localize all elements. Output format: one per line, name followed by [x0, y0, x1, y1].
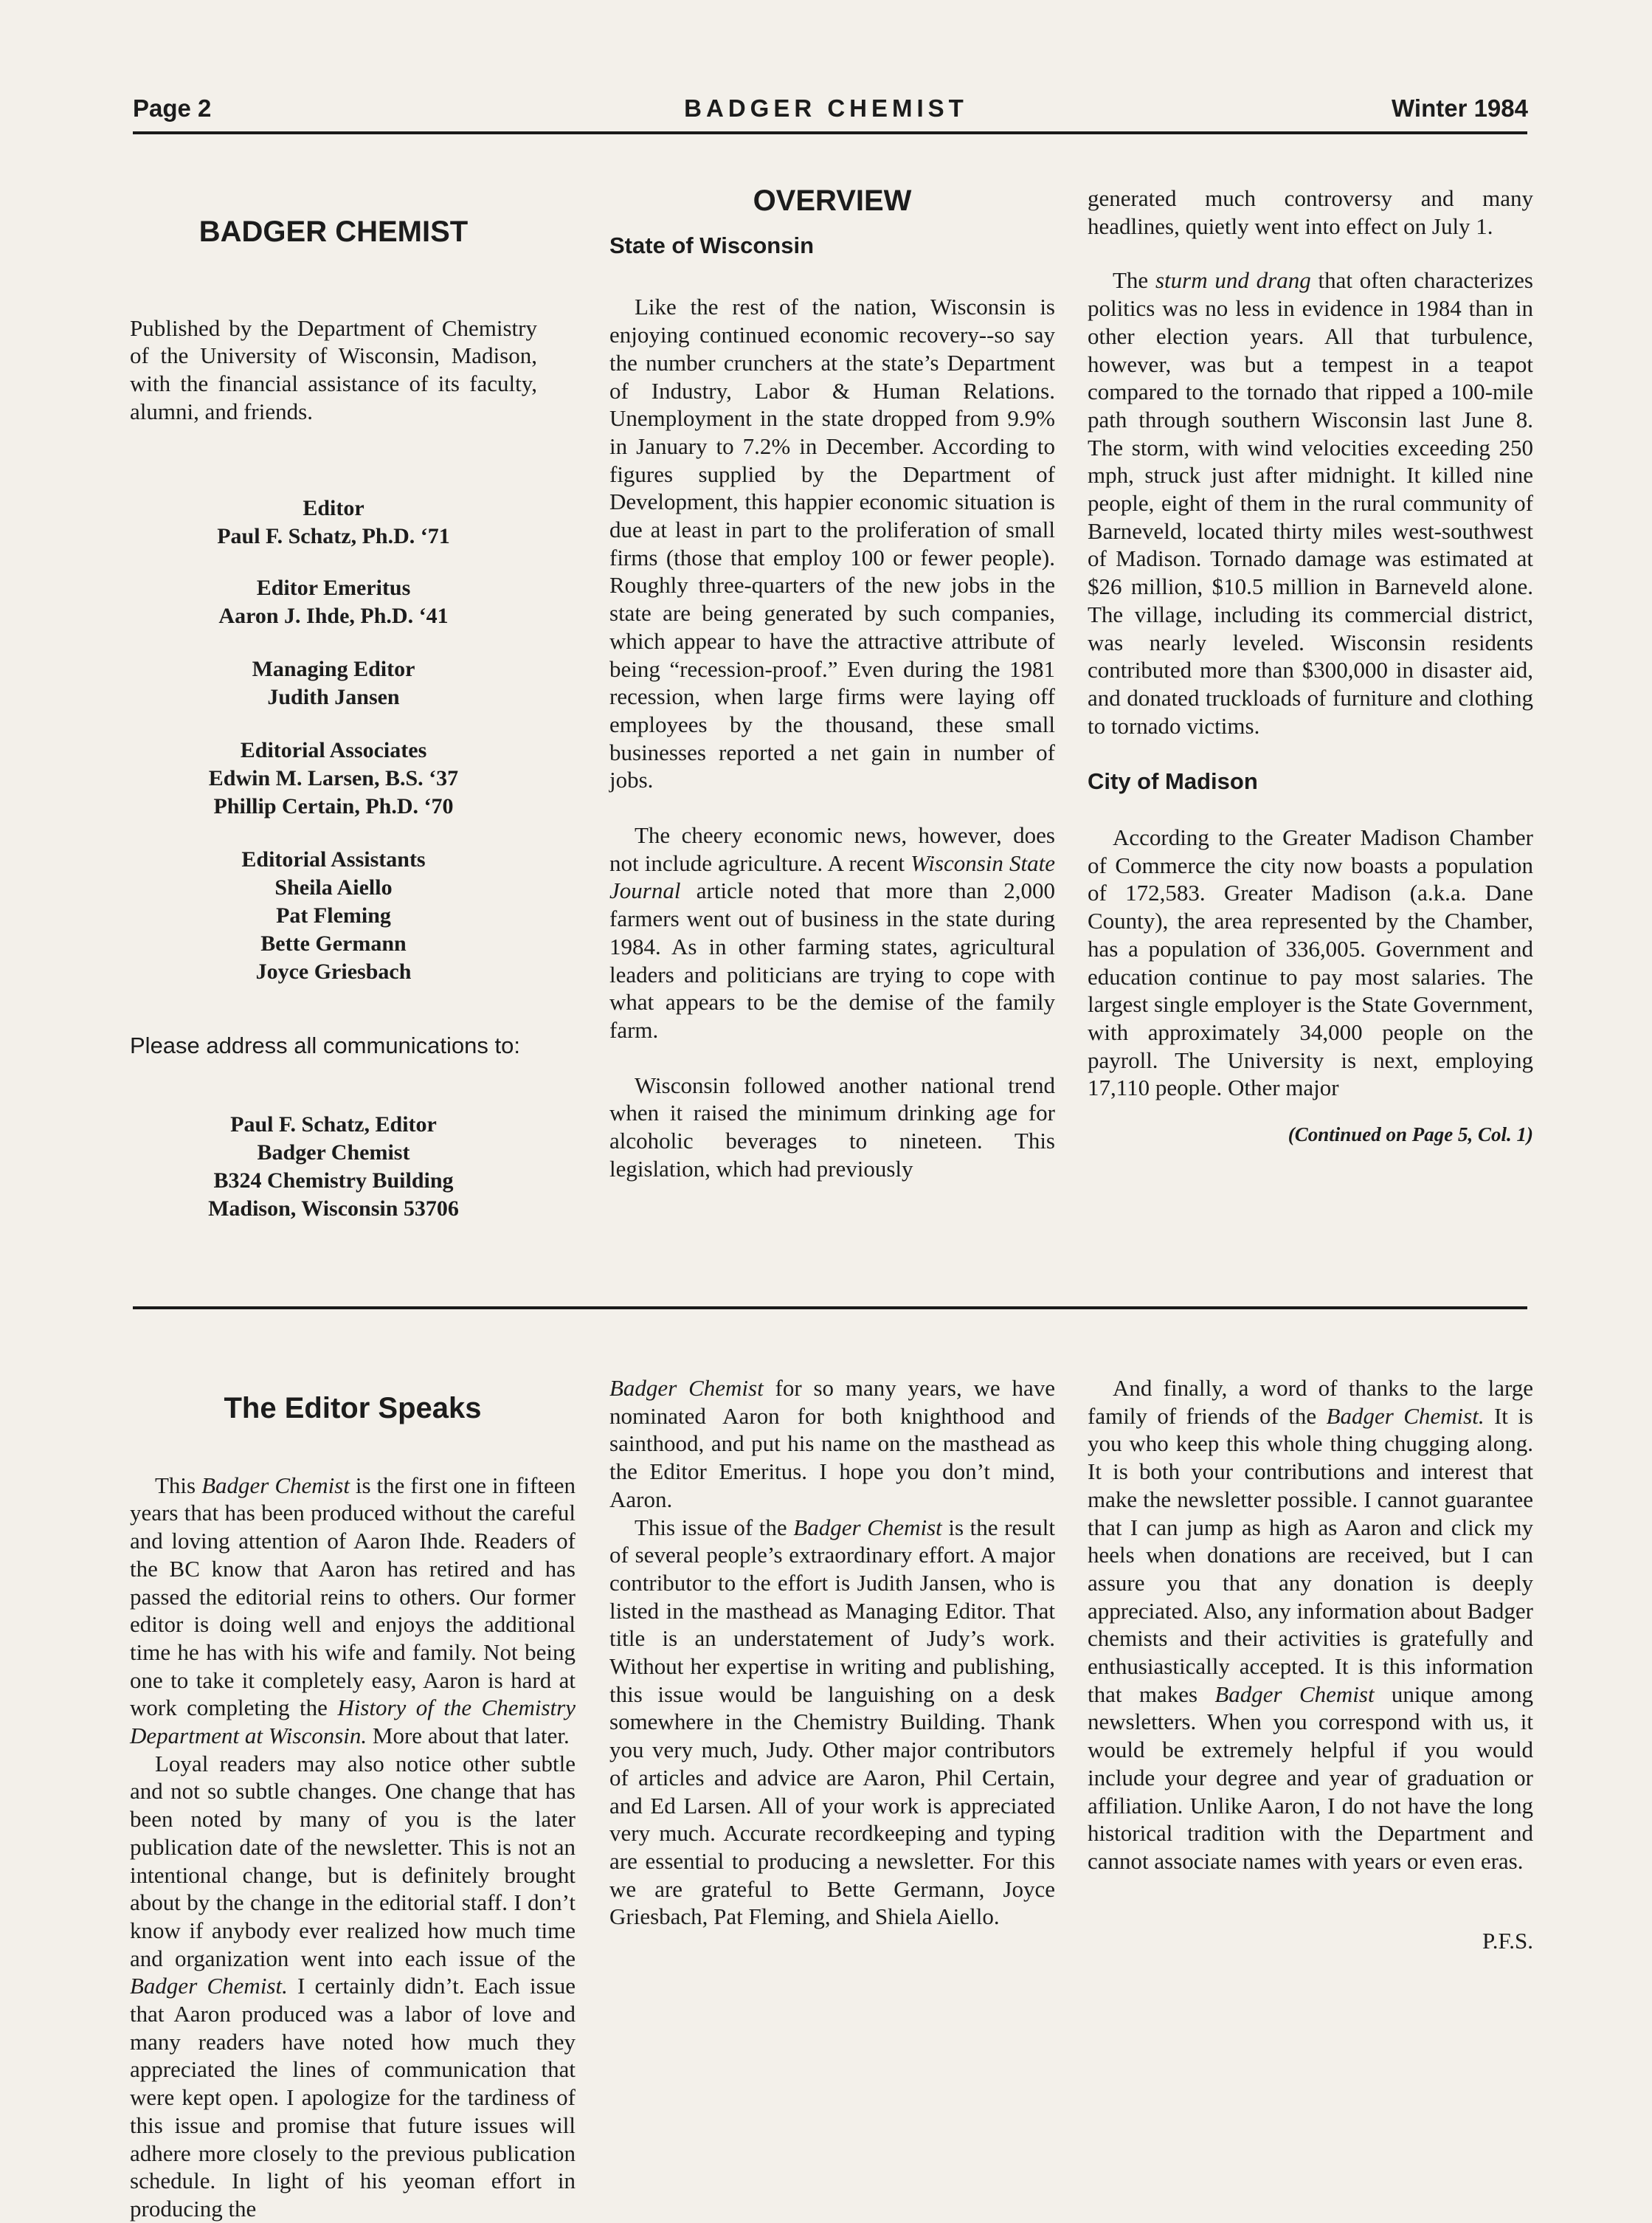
signoff: P.F.S.: [1482, 1927, 1533, 1954]
managing-role: Managing Editor: [252, 656, 415, 681]
continued-note: (Continued on Page 5, Col. 1): [1288, 1123, 1533, 1146]
state-of-wisconsin-heading: State of Wisconsin: [609, 232, 815, 258]
managing-name: Judith Jansen: [267, 684, 400, 709]
masthead: [130, 218, 537, 1223]
assistant-name: Bette Germann: [260, 931, 407, 956]
editor-speaks-title: The Editor Speaks: [224, 1392, 482, 1424]
editor-speaks-column-1: [130, 1392, 576, 2223]
associate-name: Phillip Certain, Ph.D. ‘70: [213, 793, 454, 818]
address-line: Badger Chemist: [257, 1140, 410, 1165]
managing-editor-block: [130, 655, 537, 711]
assistant-name: Joyce Griesbach: [255, 959, 412, 984]
address-line: Paul F. Schatz, Editor: [230, 1112, 437, 1137]
editor-paragraph: This issue of the Badger Chemist is the result of several people’s extraordinary effort. A major contributor to the effort is Judith Jansen, who is listed in the masthead as Managing Editor. That title is an understatement of Judy’s work. Without her expertise in writing and publishing, this issue would be languishing on a desk somewhere in the Chemistry Building. Thank you very much, Judy. Other major contributors of articles and advice are Aaron, Phil Certain, and Ed Larsen. All of your work is appreciated very much. Accurate recordkeeping and typing are essential to producing a newsletter. For this we are grateful to Bette Germann, Joyce Griesbach, Pat Fleming, and Shiela Aiello.: [609, 1514, 1056, 1930]
emeritus-block: [130, 574, 537, 630]
editor-paragraph-continued: Badger Chemist for so many years, we have nominated Aaron for both knighthood and sainthood, and put his name on the masthead as the Editor Emeritus. I hope you don’t mind, Aaron.: [609, 1375, 1056, 1512]
editor-speaks-column-2: [609, 1374, 1055, 1931]
associates-block: [130, 737, 537, 821]
overview-title: OVERVIEW: [753, 185, 912, 217]
address-prompt: Please address all communications to:: [130, 1032, 520, 1058]
overview-paragraph: The sturm und drang that often characterizes politics was no less in evidence in 1984 than in other election years. All that turbulence, however, was but a tempest in a teapot compared to the tornado that ripped a 100-mile path through southern Wisconsin last June 8. The storm, with wind velocities exceeding 250 mph, struck just after midnight. It killed nine people, eight of them in the rural community of Barneveld, located thirty miles west-southwest of Madison. Tornado damage was estimated at $26 million, $10.5 million in Barneveld alone. The village, including its commercial district, was nearly leveled. Wisconsin residents contributed more than $300,000 in disaster aid, and donated truckloads of furniture and clothing to tornado victims.: [1088, 267, 1533, 739]
mailing-address: [130, 1111, 537, 1223]
emeritus-name: Aaron J. Ihde, Ph.D. ‘41: [218, 603, 449, 628]
assistants-block: [130, 846, 537, 986]
masthead-description: Published by the Department of Chemistry of the University of Wisconsin, Madison, with the financial assistance of its faculty, alumni, and friends.: [130, 314, 537, 424]
overview-paragraph: The cheery economic news, however, does not include agriculture. A recent Wisconsin State Journal article noted that more than 2,000 farmers went out of business in the state during 1984. As in other farming states, agricultural leaders and politicians are trying to cope with what appears to be the demise of the family farm.: [609, 822, 1055, 1043]
header-rule: [133, 131, 1527, 134]
assistant-name: Sheila Aiello: [274, 875, 393, 900]
address-line: Madison, Wisconsin 53706: [208, 1196, 459, 1221]
publication-title: BADGER CHEMIST: [684, 94, 968, 122]
overview-paragraph: According to the Greater Madison Chamber of Commerce the city now boasts a population of 172,583. Greater Madison (a.k.a. Dane County), the area represented by the Chamber, has a population of 336,005. Government and education continue to pay most salaries. The largest single employer is the State Government, with approximately 34,000 people on the payroll. The University is next, employing 17,110 people. Other major: [1088, 824, 1533, 1101]
editor-paragraph: And finally, a word of thanks to the large family of friends of the Badger Chemist. It is you who keep this whole thing chugging along. It is both your contributions and interest that make the newsletter possible. I cannot guarantee that I can jump as high as Aaron and click my heels when donations are received, but I can assure you that any donation is deeply appreciated. Also, any information about Badger chemists and their activities is gratefully and enthusiastically accepted. It is this information that makes Badger Chemist unique among newsletters. When you correspond with us, it would be extremely helpful if you would include your degree and year of graduation or affiliation. Unlike Aaron, I do not have the long historical tradition with the Department and cannot associate names with years or even eras.: [1088, 1375, 1533, 1874]
overview-paragraph: Wisconsin followed another national trend when it raised the minimum drinking age for alcoholic beverages to nineteen. This legislation, which had previously: [609, 1072, 1055, 1182]
city-of-madison-heading: City of Madison: [1088, 768, 1258, 795]
issue-date: Winter 1984: [1392, 94, 1528, 122]
editor-role: Editor: [303, 495, 364, 520]
editor-name: Paul F. Schatz, Ph.D. ‘71: [217, 523, 450, 548]
emeritus-role: Editor Emeritus: [256, 575, 411, 600]
page-number: Page 2: [133, 94, 212, 122]
associate-name: Edwin M. Larsen, B.S. ‘37: [208, 765, 459, 790]
editor-paragraph: Loyal readers may also notice other subtle and not so subtle changes. One change that has been noted by many of you is the later publication date of the newsletter. This is not an intentional change, but is definitely brought about by the change in the editorial staff. I don’t know if anybody ever realized how much time and organization went into each issue of the Badger Chemist. I certainly didn’t. Each issue that Aaron produced was a labor of love and many readers have noted how much they appreciated the lines of communication that were kept open. I apologize for the tardiness of this issue and promise that future issues will adhere more closely to the previous publication schedule. In light of his yeoman effort in producing the: [130, 1750, 576, 2222]
editor-paragraph: This Badger Chemist is the first one in fifteen years that has been produced without the careful and loving attention of Aaron Ihde. Readers of the BC know that Aaron has retired and has passed the editorial reins to others. Our former editor is doing well and enjoys the additional time he has with his wife and family. Not being one to take it completely easy, Aaron is hard at work completing the History of the Chemistry Department at Wisconsin. More about that later.: [130, 1472, 576, 1749]
address-line: B324 Chemistry Building: [213, 1168, 454, 1193]
masthead-title: BADGER CHEMIST: [198, 216, 469, 248]
section-rule: [133, 1306, 1527, 1309]
overview-paragraph: generated much controversy and many headlines, quietly went into effect on July 1.: [1088, 185, 1533, 239]
overview-paragraph: Like the rest of the nation, Wisconsin is enjoying continued economic recovery--so say the number crunchers at the state’s Department of Industry, Labor & Human Relations. Unemployment in the state dropped from 9.9% in January to 7.2% in December. According to figures supplied by the Department of Development, this happier economic situation is due at least in part to the proliferation of small firms (those that employ 100 or fewer people). Roughly three-quarters of the new jobs in the state are being generated by such companies, which appear to have the attractive attribute of being “recession-proof.” Even during the 1981 recession, when large firms were laying off employees by the thousand, these small businesses reported a net gain in number of jobs.: [609, 294, 1055, 793]
overview-column-2: [1088, 185, 1533, 1149]
associates-role: Editorial Associates: [240, 737, 427, 762]
assistant-name: Pat Fleming: [276, 903, 391, 928]
editor-block: [130, 494, 537, 551]
overview-column-1: [609, 187, 1055, 1183]
editor-speaks-column-3: [1088, 1374, 1533, 1954]
assistants-role: Editorial Assistants: [241, 847, 426, 872]
